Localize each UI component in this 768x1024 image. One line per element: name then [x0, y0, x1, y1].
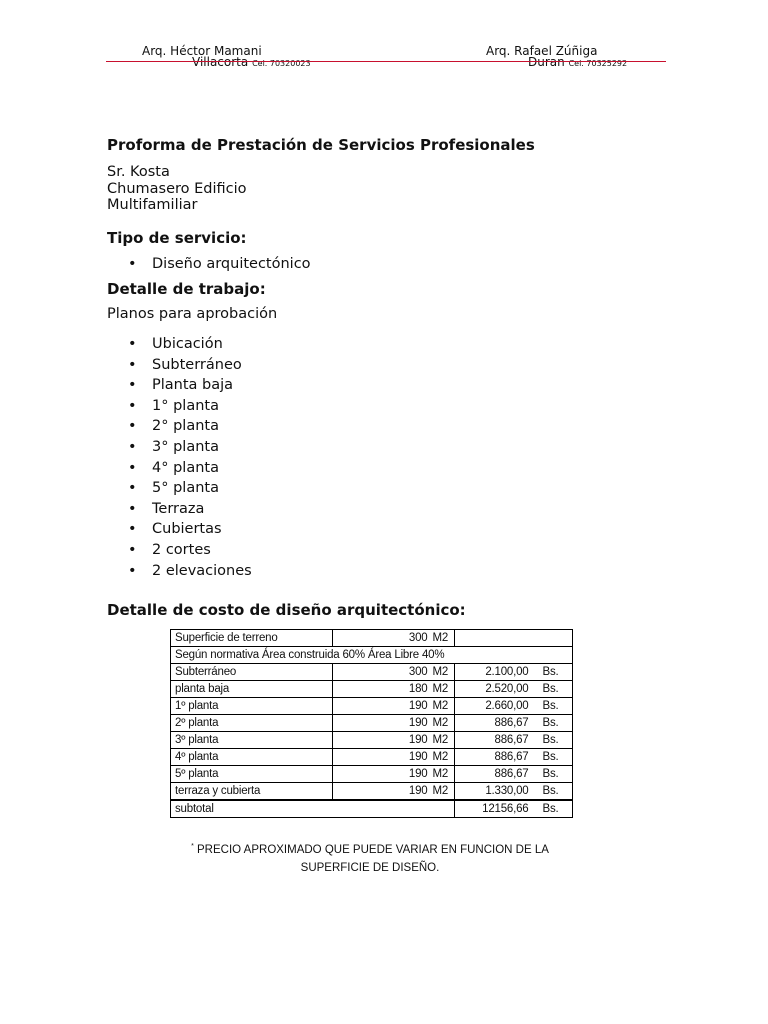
table-cell-amount: 886,67: [455, 715, 543, 732]
table-cell-label: 2º planta: [171, 715, 333, 732]
client-line: Chumasero Edificio: [107, 180, 247, 197]
work-heading: Detalle de trabajo:: [107, 280, 266, 298]
list-item: • Planta baja: [128, 375, 252, 396]
table-row: [171, 749, 573, 766]
table-cell-qty: 190: [333, 783, 431, 801]
left-phone: Cel. 70320023: [252, 59, 311, 68]
cost-heading: Detalle de costo de diseño arquitectónico:: [107, 601, 466, 619]
table-row: [171, 698, 573, 715]
left-surname-text: Villacorta: [192, 55, 249, 69]
note-line-2: SUPERFICIE DE DISEÑO.: [300, 861, 440, 874]
table-cell-unit: M2: [431, 681, 455, 698]
table-cell-currency: Bs.: [543, 715, 573, 732]
table-cell-qty: 190: [333, 715, 431, 732]
table-cell-qty: 190: [333, 698, 431, 715]
table-cell-unit: M2: [431, 766, 455, 783]
table-row: [171, 630, 573, 647]
right-architect-surname: [528, 55, 627, 71]
cost-table: [170, 629, 573, 818]
table-cell-label: planta baja: [171, 681, 333, 698]
list-item: • 4° planta: [128, 458, 252, 479]
table-cell-label: terraza y cubierta: [171, 783, 333, 801]
table-cell-unit: M2: [431, 698, 455, 715]
table-cell-subtotal-currency: Bs.: [543, 800, 573, 818]
table-cell-currency: Bs.: [543, 664, 573, 681]
table-cell-currency: Bs.: [543, 749, 573, 766]
table-cell-currency: Bs.: [543, 732, 573, 749]
left-architect-name: Arq. Héctor Mamani: [142, 44, 262, 58]
table-cell-unit: M2: [431, 630, 455, 647]
table-cell-norm: Según normativa Área construida 60% Área Libre 40%: [171, 647, 573, 664]
table-cell-qty: 190: [333, 749, 431, 766]
table-cell-unit: M2: [431, 715, 455, 732]
table-cell-unit: M2: [431, 732, 455, 749]
table-cell-amount: 2.100,00: [455, 664, 543, 681]
price-note: [170, 838, 570, 877]
list-item: • Ubicación: [128, 334, 252, 355]
table-cell-subtotal-amount: 12156,66: [455, 800, 543, 818]
list-item: • Cubiertas: [128, 519, 252, 540]
note-text-1: PRECIO APROXIMADO QUE PUEDE VARIAR EN FUNCION DE LA: [197, 843, 549, 856]
table-cell-currency: Bs.: [543, 783, 573, 801]
table-cell-qty: 300: [333, 664, 431, 681]
table-row: [171, 732, 573, 749]
list-item: • 3° planta: [128, 437, 252, 458]
client-line: Sr. Kosta: [107, 164, 170, 180]
table-cell-amount: 886,67: [455, 766, 543, 783]
table-cell-amount: 2.660,00: [455, 698, 543, 715]
table-cell-unit: M2: [431, 664, 455, 681]
right-surname-text: Duran: [528, 55, 565, 69]
table-cell-currency: Bs.: [543, 698, 573, 715]
table-cell-unit: M2: [431, 783, 455, 801]
table-cell-label: 4º planta: [171, 749, 333, 766]
table-cell-currency: Bs.: [543, 766, 573, 783]
table-row: [171, 647, 573, 664]
table-row: [171, 681, 573, 698]
left-architect-surname: [192, 55, 311, 71]
header-divider: [106, 61, 666, 62]
table-cell-empty: [455, 630, 573, 647]
table-cell-label: Superficie de terreno: [171, 630, 333, 647]
list-item: • Subterráneo: [128, 355, 252, 376]
table-cell-amount: 1.330,00: [455, 783, 543, 801]
table-cell-amount: 886,67: [455, 749, 543, 766]
table-cell-label: 5º planta: [171, 766, 333, 783]
table-row: [171, 783, 573, 801]
table-cell-qty: 180: [333, 681, 431, 698]
list-item: • 2° planta: [128, 416, 252, 437]
list-item: • 5° planta: [128, 478, 252, 499]
table-cell-label: 3º planta: [171, 732, 333, 749]
table-cell-label: Subterráneo: [171, 664, 333, 681]
table-row: [171, 664, 573, 681]
table-cell-subtotal-label: subtotal: [171, 800, 455, 818]
list-item: • Terraza: [128, 499, 252, 520]
table-row: [171, 766, 573, 783]
service-heading: Tipo de servicio:: [107, 229, 247, 247]
table-cell-unit: M2: [431, 749, 455, 766]
client-block: [107, 164, 247, 214]
list-item: • 2 elevaciones: [128, 561, 252, 582]
table-cell-currency: Bs.: [543, 681, 573, 698]
note-marker: *: [191, 843, 194, 850]
list-item: • Diseño arquitectónico: [128, 254, 311, 275]
table-cell-label: 1º planta: [171, 698, 333, 715]
right-phone: Cel. 70325292: [568, 59, 628, 68]
work-intro: Planos para aprobación: [107, 306, 278, 322]
table-cell-amount: 2.520,00: [455, 681, 543, 698]
table-cell-amount: 886,67: [455, 732, 543, 749]
list-item: • 1° planta: [128, 396, 252, 417]
table-cell-qty: 190: [333, 766, 431, 783]
note-line-1: [170, 838, 570, 859]
document-title: Proforma de Prestación de Servicios Profesionales: [107, 136, 535, 154]
table-cell-qty: 190: [333, 732, 431, 749]
client-line: Multifamiliar: [107, 197, 198, 213]
work-list: [128, 334, 252, 581]
service-list: [128, 254, 311, 275]
subtotal-row: [171, 800, 573, 818]
table-cell-qty: 300: [333, 630, 431, 647]
table-row: [171, 715, 573, 732]
list-item: • 2 cortes: [128, 540, 252, 561]
right-architect-name: Arq. Rafael Zúñiga: [486, 44, 598, 58]
